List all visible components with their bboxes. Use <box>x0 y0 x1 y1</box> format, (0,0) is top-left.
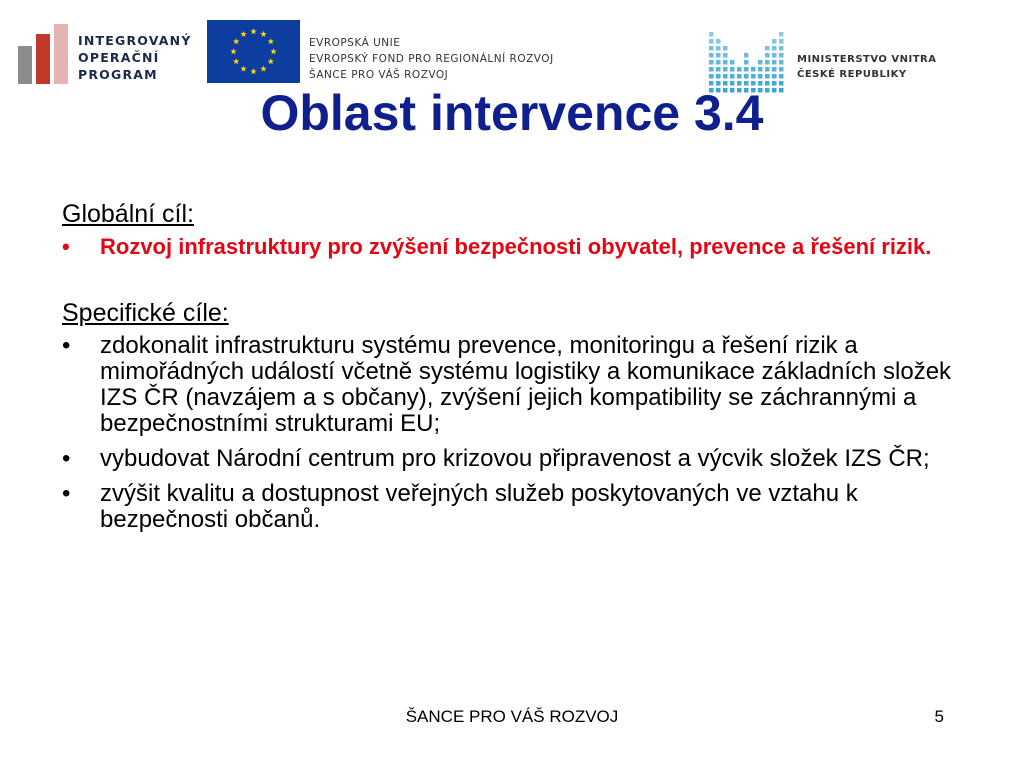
list-item <box>62 446 982 472</box>
eu-line-3: ŠANCE PRO VÁŠ ROZVOJ <box>309 69 449 81</box>
mv-grid-dot <box>772 67 777 72</box>
mv-grid-dot <box>779 39 784 44</box>
eu-logo-text <box>309 35 554 83</box>
iop-logo-text <box>78 32 192 83</box>
eu-flag-icon <box>207 20 300 83</box>
mv-grid-dot <box>716 53 721 58</box>
mv-grid-dot <box>744 53 749 58</box>
mv-grid-dot <box>758 74 763 79</box>
mv-grid-dot <box>751 67 756 72</box>
bullet-icon: • <box>62 445 71 472</box>
mv-grid-dot <box>765 60 770 65</box>
slide-title: Oblast intervence 3.4 <box>260 85 764 141</box>
mv-grid-dot <box>716 46 721 51</box>
specific-goal-text-3: zvýšit kvalitu a dostupnost veřejných služeb poskytovaných ve vztahu k bezpečnosti občanů. <box>100 480 858 533</box>
specific-goals-heading: Specifické cíle: <box>62 299 229 327</box>
mv-grid-dot <box>758 60 763 65</box>
mv-grid-dot <box>737 74 742 79</box>
iop-bar-grey <box>18 46 32 84</box>
slide-body <box>62 200 982 542</box>
iop-logo <box>18 18 192 84</box>
specific-goal-text-2: vybudovat Národní centrum pro krizovou připravenost a výcvik složek IZS ČR; <box>100 445 930 472</box>
global-goal-heading: Globální cíl: <box>62 200 195 228</box>
list-item <box>62 234 982 260</box>
mv-line-1: MINISTERSTVO VNITRA <box>797 54 937 65</box>
mv-grid-dot <box>723 60 728 65</box>
eu-line-1: EVROPSKÁ UNIE <box>309 37 401 49</box>
list-item <box>62 333 982 437</box>
bullet-icon: • <box>62 480 71 507</box>
mv-grid-dot <box>765 46 770 51</box>
mv-grid-dot <box>709 39 714 44</box>
page-number: 5 <box>934 707 944 726</box>
mv-grid-dot <box>716 39 721 44</box>
iop-line-3: PROGRAM <box>78 67 158 82</box>
mv-grid-dot <box>765 67 770 72</box>
mv-grid-dot <box>744 74 749 79</box>
global-goal-list <box>62 234 982 260</box>
specific-goals-list <box>62 333 982 533</box>
eu-logo <box>207 20 587 84</box>
mv-grid-dot <box>709 53 714 58</box>
mv-grid-dot <box>758 67 763 72</box>
iop-line-2: OPERAČNÍ <box>78 50 160 65</box>
mv-grid-dot <box>723 46 728 51</box>
mv-logo-text <box>797 52 936 82</box>
mv-grid-dot <box>779 60 784 65</box>
iop-bar-red <box>36 34 50 84</box>
mv-grid-dot <box>730 74 735 79</box>
mv-grid-dot <box>765 53 770 58</box>
mv-grid-dot <box>772 74 777 79</box>
mv-grid-dot <box>723 67 728 72</box>
mv-grid-dot <box>723 74 728 79</box>
mv-grid-dot <box>751 74 756 79</box>
iop-bar-pink <box>54 24 68 84</box>
mv-grid-dot <box>744 67 749 72</box>
mv-grid-dot <box>779 53 784 58</box>
mv-line-2: ČESKÉ REPUBLIKY <box>797 69 907 80</box>
mv-grid-dot <box>737 67 742 72</box>
mv-grid-dot <box>709 32 714 37</box>
mv-grid-dot <box>779 46 784 51</box>
mv-grid-dot <box>709 74 714 79</box>
mv-grid-dot <box>709 46 714 51</box>
mv-grid-dot <box>772 53 777 58</box>
mv-grid-dot <box>779 32 784 37</box>
mv-grid-dot <box>730 67 735 72</box>
iop-bars-icon <box>18 24 70 84</box>
bullet-icon: • <box>62 234 70 259</box>
list-item <box>62 481 982 533</box>
mv-grid-dot <box>730 60 735 65</box>
mv-grid-dot <box>716 74 721 79</box>
iop-line-1: INTEGROVANÝ <box>78 33 192 48</box>
mv-grid-dot <box>709 67 714 72</box>
bullet-icon: • <box>62 332 71 359</box>
specific-goal-text-1: zdokonalit infrastrukturu systému prevence, monitoringu a řešení rizik a mimořádných událostí včetně systému logistiky a komunikace základních složek IZS ČR (navzájem a s občany), zvýšení jejich kompatibility se záchrannými a bezpečnostními strukturami EU; <box>100 332 952 437</box>
mv-grid-dot <box>779 67 784 72</box>
footer-slogan: ŠANCE PRO VÁŠ ROZVOJ <box>405 707 619 726</box>
mv-grid-dot <box>744 60 749 65</box>
mv-grid-dot <box>779 74 784 79</box>
mv-grid-dot <box>772 46 777 51</box>
mv-grid-dot <box>716 67 721 72</box>
mv-grid-dot <box>772 39 777 44</box>
eu-line-2: EVROPSKÝ FOND PRO REGIONÁLNÍ ROZVOJ <box>309 53 554 65</box>
mv-grid-dot <box>772 60 777 65</box>
mv-grid-dot <box>716 60 721 65</box>
mv-grid-dot <box>723 53 728 58</box>
global-goal-text: Rozvoj infrastruktury pro zvýšení bezpečnosti obyvatel, prevence a řešení rizik. <box>100 234 932 259</box>
mv-grid-dot <box>709 60 714 65</box>
mv-grid-dot <box>765 74 770 79</box>
